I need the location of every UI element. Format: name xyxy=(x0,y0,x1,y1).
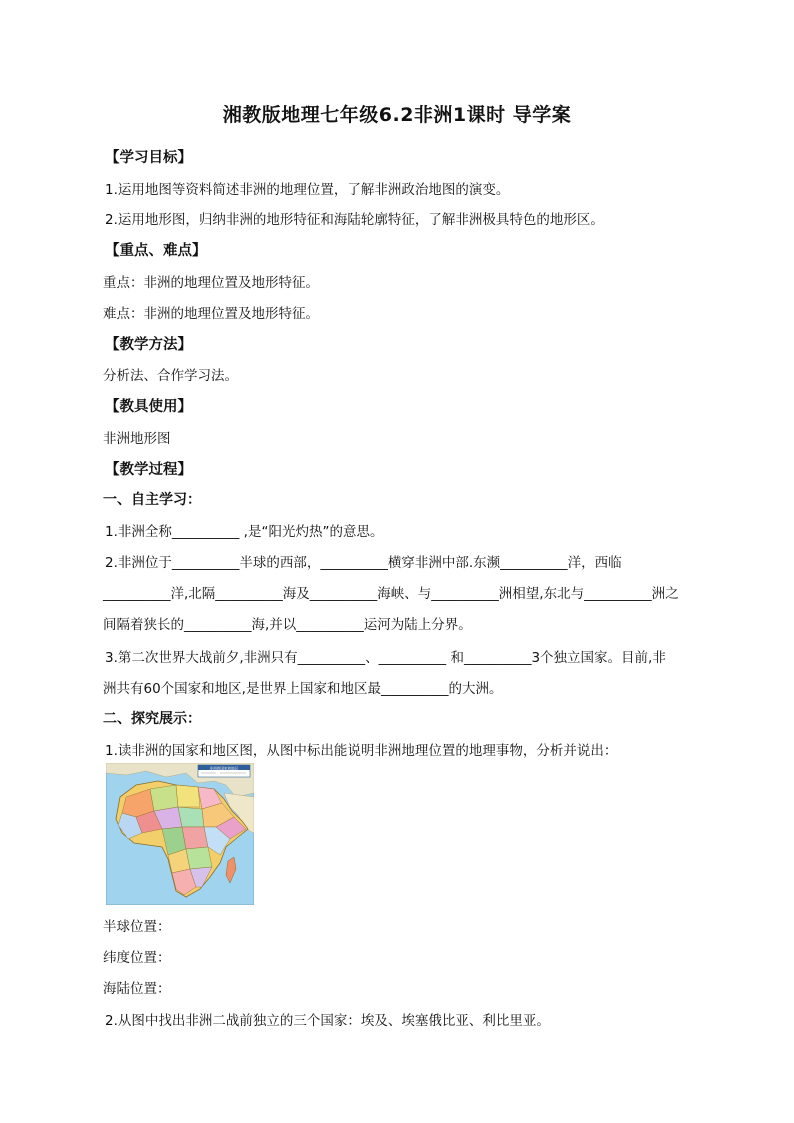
map-title: 非洲的国家和地区 xyxy=(209,766,239,771)
key-point: 重点：非洲的地理位置及地形特征。 xyxy=(103,275,319,291)
part1-q2-line3: 间隔着狭长的__________海,并以__________运河为陆上分界。 xyxy=(103,617,472,633)
part1-q3-line2: 洲共有60个国家和地区,是世界上国家和地区最__________的大洲。 xyxy=(103,681,503,697)
goal-1: 1.运用地图等资料简述非洲的地理位置，了解非洲政治地图的演变。 xyxy=(105,182,510,198)
part1-q2-line2: __________洋,北隔__________海及__________海峡、与__________洲相望,东北与__________洲之 xyxy=(103,586,679,602)
part1-heading: 一、自主学习： xyxy=(103,492,201,508)
part2-q2: 2.从图中找出非洲二战前独立的三个国家：埃及、埃塞俄比亚、利比里亚。 xyxy=(105,1013,550,1029)
tools-text: 非洲地形图 xyxy=(103,431,171,447)
part2-q1: 1.读非洲的国家和地区图，从图中标出能说明非洲地理位置的地理事物，分析并说出： xyxy=(105,743,618,759)
hemisphere-label: 半球位置： xyxy=(103,919,171,935)
africa-political-map xyxy=(106,763,254,905)
part1-q1: 1.非洲全称__________ ,是“阳光灼热”的意思。 xyxy=(105,524,384,540)
part1-q3-line1: 3.第二次世界大战前夕,非洲只有__________、__________ 和__________3个独立国家。目前,非 xyxy=(105,650,666,666)
page-title: 湘教版地理七年级6.2非洲1课时 导学案 xyxy=(222,104,572,126)
key-heading: 【重点、难点】 xyxy=(105,243,207,259)
land-sea-label: 海陆位置： xyxy=(103,981,171,997)
method-heading: 【教学方法】 xyxy=(105,337,192,353)
method-text: 分析法、合作学习法。 xyxy=(103,368,238,384)
goal-2: 2.运用地形图，归纳非洲的地形特征和海陆轮廓特征，了解非洲极具特色的地形区。 xyxy=(105,212,604,228)
part1-q2-line1: 2.非洲位于__________半球的西部，__________横穿非洲中部.东濒__________洋，西临 xyxy=(105,555,622,571)
goals-heading: 【学习目标】 xyxy=(105,150,192,166)
tools-heading: 【教具使用】 xyxy=(105,399,192,415)
part2-heading: 二、探究展示： xyxy=(103,711,201,727)
difficult-point: 难点：非洲的地理位置及地形特征。 xyxy=(103,306,319,322)
process-heading: 【教学过程】 xyxy=(105,462,192,478)
latitude-label: 纬度位置： xyxy=(103,950,171,966)
